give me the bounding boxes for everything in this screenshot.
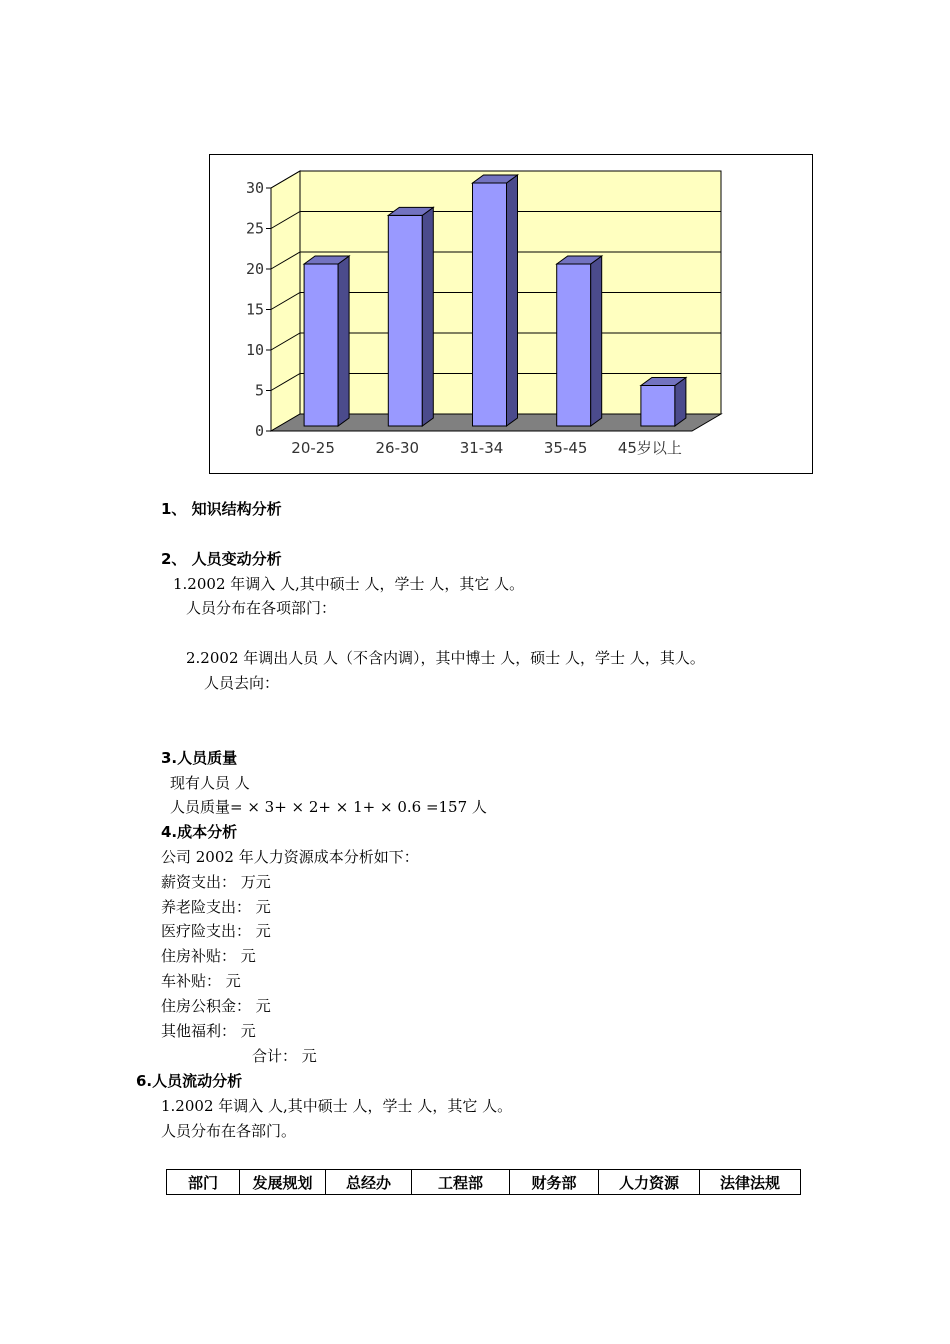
section-3-line-1: 现有人员 人	[170, 774, 250, 792]
section-2-line-4: 人员去向：	[204, 674, 280, 692]
cost-item: 住房补贴： 元	[161, 947, 256, 965]
x-tick-label: 20-25	[291, 439, 335, 457]
table-cell: 发展规划	[240, 1170, 326, 1195]
table-cell: 总经办	[326, 1170, 412, 1195]
bar-side	[422, 207, 433, 426]
cost-item: 薪资支出： 万元	[161, 873, 271, 891]
section-6-line-2: 人员分布在各部门。	[161, 1122, 297, 1140]
bar	[473, 183, 507, 426]
cost-item: 其他福利： 元	[161, 1022, 256, 1040]
cost-item: 养老险支出： 元	[161, 898, 271, 916]
x-tick-label: 35-45	[543, 439, 588, 457]
y-tick-label: 0	[254, 422, 264, 440]
bar-side	[591, 256, 602, 426]
department-table	[166, 1169, 801, 1195]
cost-item: 住房公积金： 元	[161, 997, 271, 1015]
section-6-title: 6.人员流动分析	[136, 1072, 243, 1090]
table-cell: 法律法规	[700, 1170, 801, 1195]
age-distribution-chart	[209, 154, 813, 474]
table-cell: 部门	[167, 1170, 240, 1195]
section-2-line-2: 人员分布在各项部门：	[186, 599, 337, 617]
y-tick-label: 20	[245, 260, 264, 278]
bar	[641, 386, 675, 427]
table-cell: 人力资源	[599, 1170, 700, 1195]
y-tick-label: 5	[254, 381, 264, 400]
table-cell: 财务部	[510, 1170, 599, 1195]
section-1-title: 1、 知识结构分析	[161, 500, 282, 518]
section-2-line-1: 1.2002 年调入 人,其中硕士 人，学士 人，其它 人。	[173, 575, 525, 593]
bar-side	[338, 256, 349, 426]
section-4-title: 4.成本分析	[161, 823, 238, 841]
y-tick-label: 25	[245, 219, 264, 238]
cost-item: 医疗险支出： 元	[161, 922, 271, 940]
cost-total: 合计： 元	[252, 1047, 317, 1065]
y-tick-label: 15	[245, 300, 264, 319]
chart-canvas	[210, 155, 814, 475]
bar	[388, 215, 422, 426]
section-3-title: 3.人员质量	[161, 749, 238, 767]
bar	[304, 264, 338, 426]
section-2-title: 2、 人员变动分析	[161, 550, 282, 568]
table-row	[167, 1170, 801, 1195]
bar	[557, 264, 591, 426]
x-tick-label: 26-30	[375, 439, 420, 457]
section-4-intro: 公司 2002 年人力资源成本分析如下：	[161, 848, 419, 866]
section-6-line-1: 1.2002 年调入 人,其中硕士 人，学士 人，其它 人。	[161, 1097, 513, 1115]
x-tick-label: 31-34	[459, 439, 504, 457]
section-2-line-3: 2.2002 年调出人员 人（不含内调），其中博士 人，硕士 人，学士 人，其人。	[186, 649, 705, 667]
cost-item: 车补贴： 元	[161, 972, 241, 990]
y-tick-label: 30	[245, 179, 264, 197]
y-tick-label: 10	[245, 341, 264, 359]
table-cell: 工程部	[412, 1170, 510, 1195]
x-tick-label: 45岁以上	[617, 439, 682, 457]
bar-side	[507, 175, 518, 426]
section-3-line-2: 人员质量= × 3+ × 2+ × 1+ × 0.6 =157 人	[170, 798, 487, 816]
